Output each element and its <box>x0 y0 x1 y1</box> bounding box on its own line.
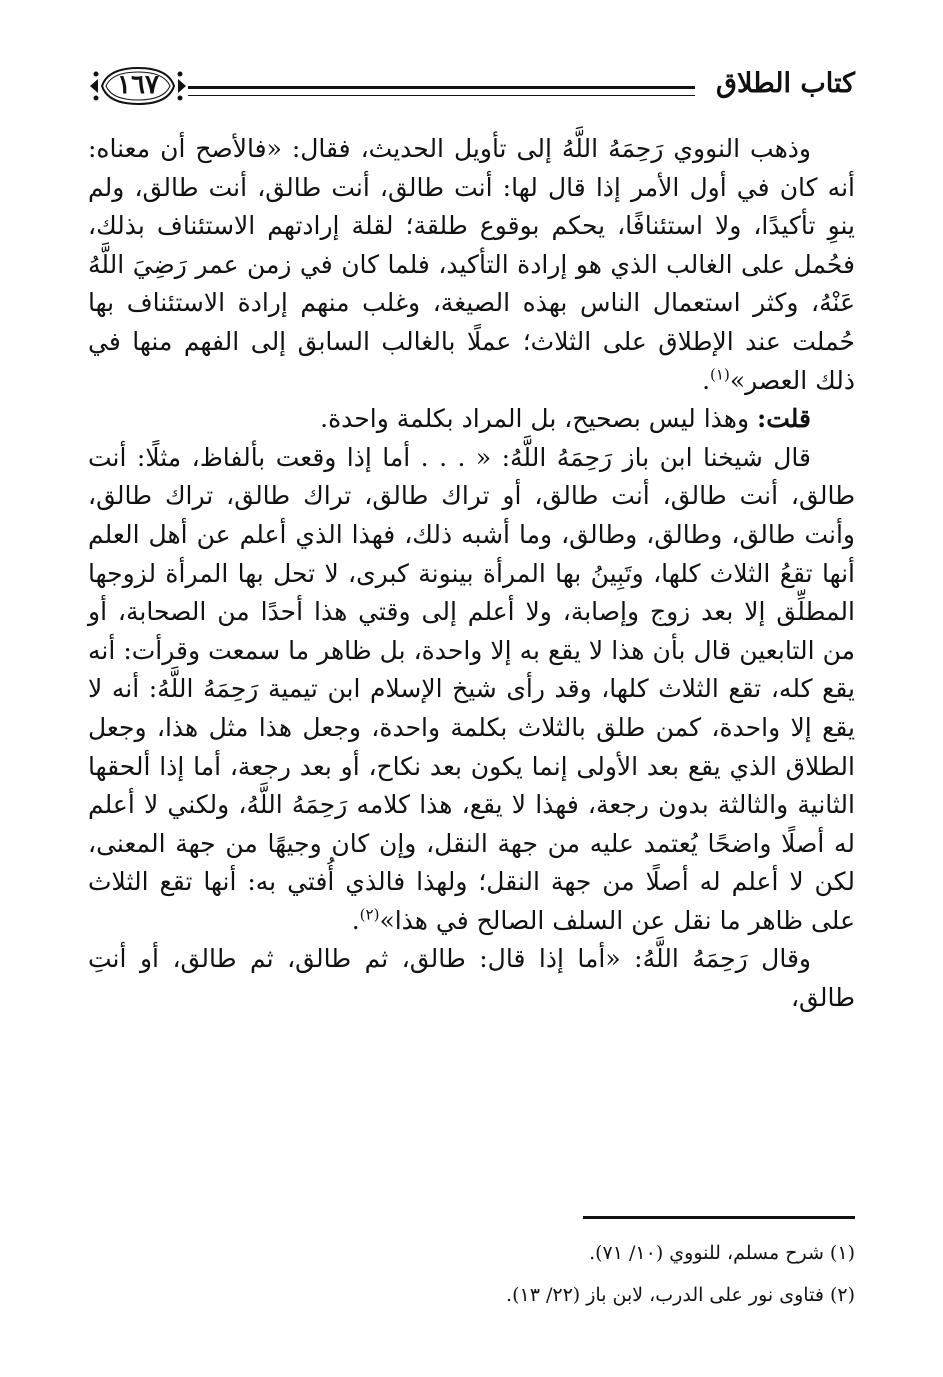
paragraph-1-text: وذهب النووي رَحِمَهُ اللَّهُ إلى تأويل الحديث، فقال: «فالأصح أن معناه: أنه كان في أول الأمر إذا قال لها: أنت طالق، أنت طالق، أنت طالق، ولم ينوِ تأكيدًا، ولا استئنافًا، يحكم بوقوع طلقة؛ لقلة إرادتهم الاستئناف بذلك، فحُمل على الغالب الذي هو إرادة التأكيد، فلما كان في زمن عمر رَضِيَ اللَّهُ عَنْهُ، وكثر استعمال الناس بهذه الصيغة، وغلب منهم إرادة الاستئناف بها حُملت عند الإطلاق على الثلاث؛ عملًا بالغالب السابق إلى الفهم منها في ذلك العصر» <box>88 134 855 395</box>
paragraph-3-end: . <box>351 905 360 935</box>
footnote-2: (٢) فتاوى نور على الدرب، لابن باز (٢٢/ ١٣). <box>506 1284 855 1306</box>
qultu-label: قلت: <box>756 404 811 434</box>
page-number-ornament <box>88 64 188 108</box>
footnotes <box>88 1232 855 1316</box>
paragraph-3 <box>88 439 855 941</box>
footnote-ref-2: (٢) <box>359 905 380 924</box>
paragraph-1 <box>88 130 855 400</box>
paragraph-3-text: قال شيخنا ابن باز رَحِمَهُ اللَّهُ: « . . . أما إذا وقعت بألفاظ، مثلًا: أنت طالق، أنت طالق، أنت طالق، أو تراك طالق، تراك طالق، تراك طالق، وأنت طالق، وطالق، وطالق، وما أشبه ذلك، فهذا الذي أعلم عن أهل العلم أنها تقعُ الثلاث كلها، وتَبِينُ بها المرأة بينونة كبرى، لا تحل بها المرأة لزوجها المطلِّق إلا بعد زوج وإصابة، ولا أعلم إلى وقتي هذا أحدًا من الصحابة، أو من التابعين قال بأن هذا لا يقع به إلا واحدة، بل ظاهر ما سمعت وقرأت: أنه يقع كله، تقع الثلاث كلها، وقد رأى شيخ الإسلام ابن تيمية رَحِمَهُ اللَّهُ: أنه لا يقع إلا واحدة، كمن طلق بالثلاث بكلمة واحدة، وجعل هذا مثل هذا، وجعل الطلاق الذي يقع بعد الأولى إنما يكون بعد نكاح، أو بعد رجعة، أما إذا ألحقها الثانية والثالثة بدون رجعة، فهذا لا يقع، هذا كلامه رَحِمَهُ اللَّهُ، ولكني لا أعلم له أصلًا واضحًا يُعتمد عليه من جهة النقل، وإن كان وجيهًا من جهة المعنى، لكن لا أعلم له أصلًا من جهة النقل؛ ولهذا فالذي أُفتي به: أنها تقع الثلاث على ظاهر ما نقل عن السلف الصالح في هذا» <box>88 442 855 935</box>
paragraph-2-text: وهذا ليس بصحيح، بل المراد بكلمة واحدة. <box>320 404 757 434</box>
footnote-separator <box>583 1216 855 1219</box>
page-header <box>88 62 855 116</box>
page-number: ١٦٧ <box>117 70 159 100</box>
main-text <box>88 130 855 1018</box>
running-title: كتاب الطلاق <box>716 68 855 99</box>
paragraph-4 <box>88 940 855 1017</box>
paragraph-2 <box>88 400 855 439</box>
paragraph-4-text: وقال رَحِمَهُ اللَّهُ: «أما إذا قال: طالق، ثم طالق، ثم طالق، أو أنتِ طالق، <box>88 944 855 1013</box>
header-rule <box>188 86 695 96</box>
footnote-ref-1: (١) <box>710 365 730 384</box>
paragraph-1-end: . <box>702 365 711 395</box>
footnote-1: (١) شرح مسلم، للنووي (١٠/ ٧١). <box>589 1242 855 1264</box>
